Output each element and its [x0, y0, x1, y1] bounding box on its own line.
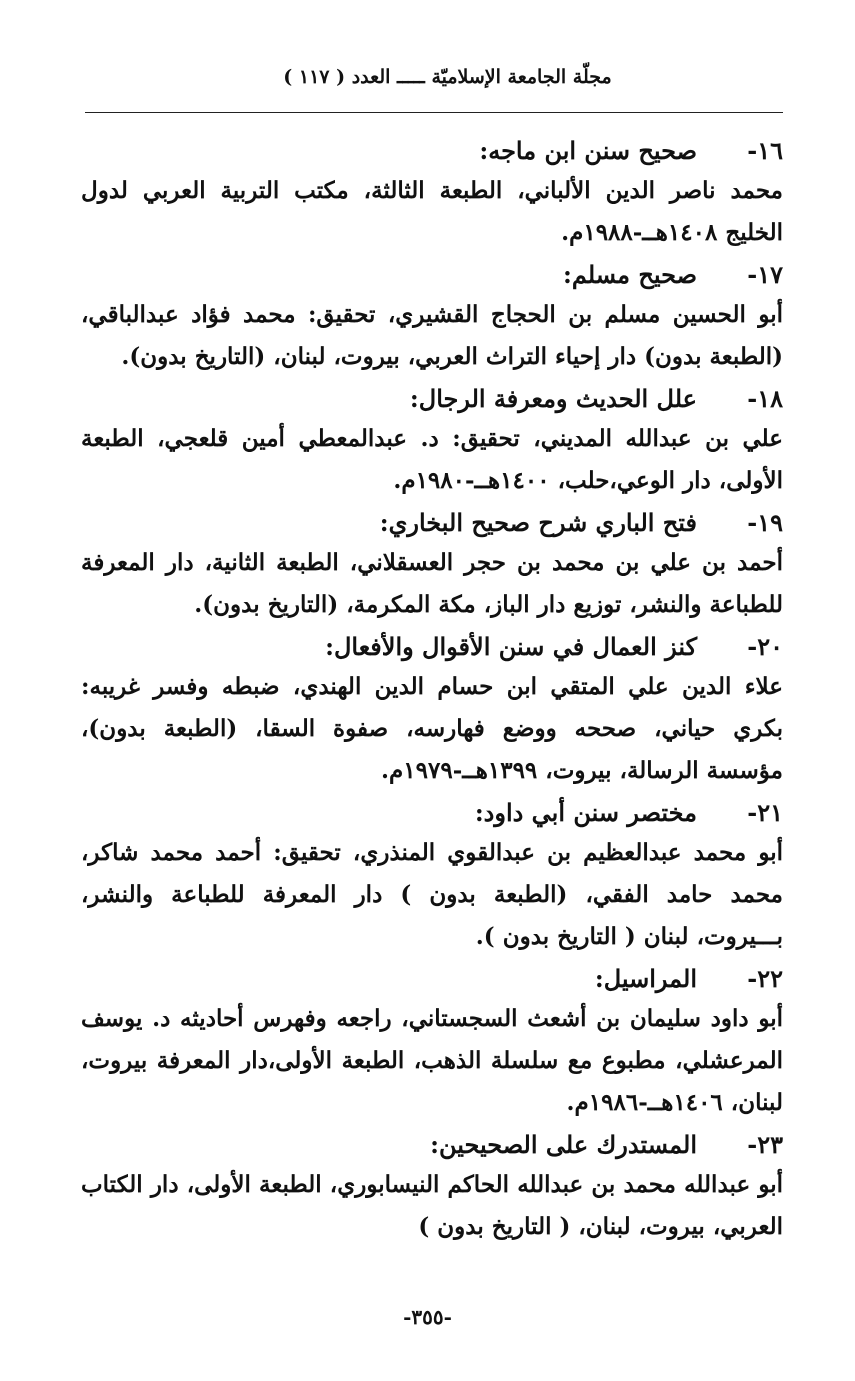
reference-number: ١٧- [747, 260, 783, 289]
reference-entry [81, 960, 783, 1124]
reference-entry [81, 256, 783, 378]
reference-entry [81, 794, 783, 958]
running-header: مجلّة الجامعة الإسلاميّة ـــــ العدد ( ١١٧ ) [283, 66, 612, 88]
reference-number: ١٨- [747, 384, 783, 413]
reference-list [81, 132, 783, 1250]
reference-entry [81, 628, 783, 792]
reference-entry [81, 504, 783, 626]
reference-title: فتح الباري شرح صحيح البخاري: [379, 508, 697, 537]
header-divider [85, 112, 783, 113]
reference-title: علل الحديث ومعرفة الرجال: [409, 384, 697, 413]
reference-entry [81, 132, 783, 254]
reference-details: أبو داود سليمان بن أشعث السجستاني، راجعه وفهرس أحاديثه د. يوسف المرعشلي، مطبوع مع سلسلة الذهب، الطبعة الأولى،دار المعرفة بيروت، لبنان، ١٤٠٦هــ-١٩٨٦م. [81, 1005, 783, 1116]
reference-details: علي بن عبدالله المديني، تحقيق: د. عبدالمعطي أمين قلعجي، الطبعة الأولى، دار الوعي،حلب، ١٤٠٠هــ-١٩٨٠م. [81, 425, 783, 494]
reference-details: أحمد بن علي بن محمد بن حجر العسقلاني، الطبعة الثانية، دار المعرفة للطباعة والنشر، توزيع دار الباز، مكة المكرمة، (التاريخ بدون). [81, 549, 783, 618]
reference-details: علاء الدين علي المتقي ابن حسام الدين الهندي، ضبطه وفسر غريبه: بكري حياني، صححه ووضع فهارسه، صفوة السقا، (الطبعة بدون)، مؤسسة الرسالة، بيروت، ١٣٩٩هــ-١٩٧٩م. [81, 673, 783, 784]
reference-details: أبو محمد عبدالعظيم بن عبدالقوي المنذري، تحقيق: أحمد محمد شاكر، محمد حامد الفقي، (الطبعة بدون ) دار المعرفة للطباعة والنشر، بـــيروت، لبنان ( التاريخ بدون ). [81, 839, 783, 950]
reference-number: ١٩- [747, 508, 783, 537]
reference-number: ٢٢- [747, 964, 783, 993]
page-number: -٣٥٥- [403, 1305, 452, 1329]
reference-details: أبو عبدالله محمد بن عبدالله الحاكم النيسابوري، الطبعة الأولى، دار الكتاب العربي، بيروت، لبنان، ( التاريخ بدون ) [81, 1171, 783, 1240]
reference-entry [81, 380, 783, 502]
reference-number: ١٦- [747, 136, 783, 165]
reference-title: صحيح سنن ابن ماجه: [479, 136, 697, 165]
reference-title: مختصر سنن أبي داود: [474, 798, 697, 827]
reference-entry [81, 1126, 783, 1248]
reference-details: محمد ناصر الدين الألباني، الطبعة الثالثة، مكتب التربية العربي لدول الخليج ١٤٠٨هــ-١٩٨٨م. [81, 177, 783, 246]
reference-details: أبو الحسين مسلم بن الحجاج القشيري، تحقيق: محمد فؤاد عبدالباقي، (الطبعة بدون) دار إحياء التراث العربي، بيروت، لبنان، (التاريخ بدون). [81, 301, 783, 370]
reference-title: المستدرك على الصحيحين: [430, 1130, 697, 1159]
reference-title: المراسيل: [594, 964, 697, 993]
reference-number: ٢٠- [747, 632, 783, 661]
reference-title: صحيح مسلم: [562, 260, 697, 289]
reference-number: ٢١- [747, 798, 783, 827]
reference-title: كنز العمال في سنن الأقوال والأفعال: [325, 632, 697, 661]
reference-number: ٢٣- [747, 1130, 783, 1159]
